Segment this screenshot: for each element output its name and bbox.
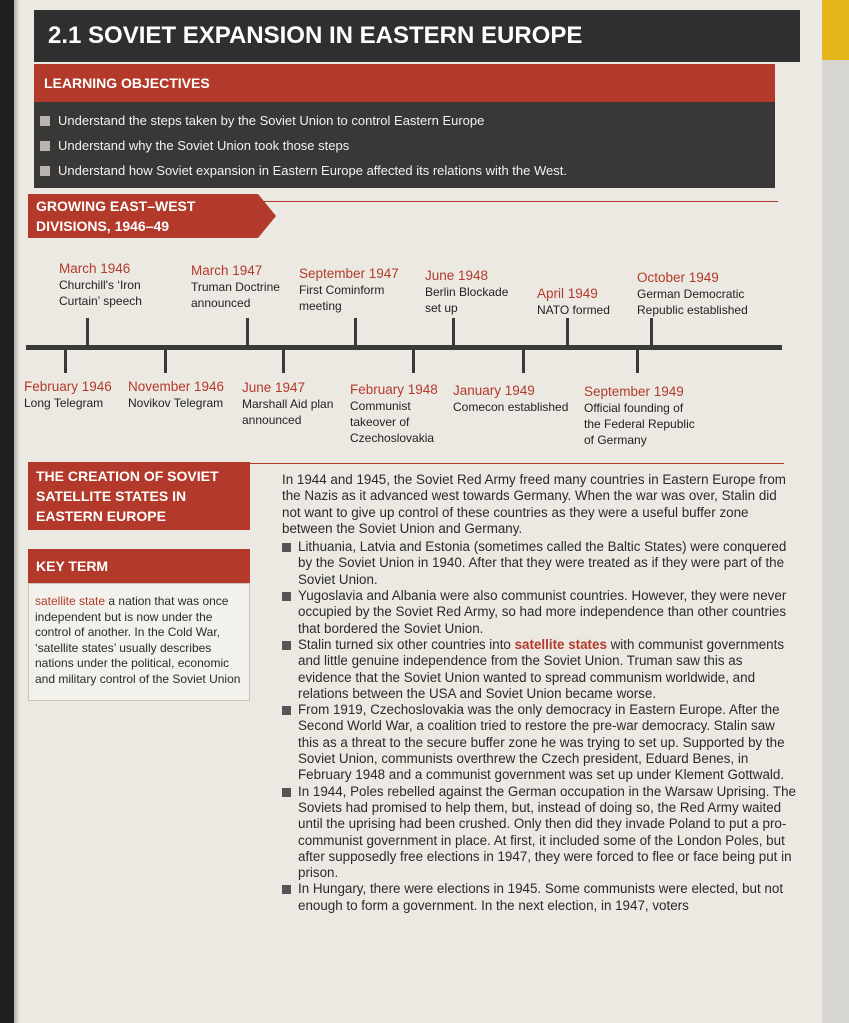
timeline-tick <box>412 349 415 373</box>
square-bullet-icon <box>282 788 291 797</box>
learning-objectives-header: LEARNING OBJECTIVES <box>34 64 775 102</box>
satellite-section-title: THE CREATION OF SOVIET SATELLITE STATES IN EASTERN EUROPE <box>28 462 250 530</box>
page-title: 2.1 SOVIET EXPANSION IN EASTERN EUROPE <box>34 10 800 62</box>
main-text <box>282 472 797 914</box>
square-bullet-icon <box>282 592 291 601</box>
list-item: In 1944, Poles rebelled against the German occupation in the Warsaw Uprising. The Soviets had promised to help them, but, instead of doing so, the Red Army waited until the uprising had been crushed. Only then did they invade Poland to put a pro-communist government in place. At first, it included some of the London Poles, but after supposedly free elections in 1947, they were forced to flee or face being put in prison. <box>282 784 797 882</box>
square-bullet-icon <box>40 141 50 151</box>
timeline-tick <box>566 318 569 346</box>
timeline-event: February 1946 Long Telegram <box>24 379 112 410</box>
timeline-event: March 1947 Truman Doctrine announced <box>191 263 280 310</box>
timeline-event: March 1946 Churchill's ‘Iron Curtain’ speech <box>59 261 142 308</box>
timeline-tick <box>64 349 67 373</box>
intro-paragraph: In 1944 and 1945, the Soviet Red Army freed many countries in Eastern Europe from the Nazis as it advanced west towards Germany. When the war was over, Stalin did not want to give up control of these countries as they were a useful buffer zone between the Soviet Union and Germany. <box>282 472 786 536</box>
objective-item: Understand how Soviet expansion in Eastern Europe affected its relations with the West. <box>40 158 775 183</box>
timeline-tick <box>636 349 639 373</box>
divider <box>250 463 784 464</box>
square-bullet-icon <box>40 166 50 176</box>
timeline-tick <box>246 318 249 346</box>
timeline-tick <box>650 318 653 346</box>
timeline-event: November 1946 Novikov Telegram <box>128 379 225 410</box>
timeline-axis <box>26 345 782 350</box>
timeline-tick <box>354 318 357 346</box>
learning-objectives-list <box>34 102 775 188</box>
timeline-event: June 1948 Berlin Blockade set up <box>425 268 509 315</box>
timeline-event: June 1947 Marshall Aid plan announced <box>242 380 334 427</box>
square-bullet-icon <box>282 885 291 894</box>
satellite-states-term: satellite states <box>514 636 607 652</box>
timeline-title: GROWING EAST–WEST DIVISIONS, 1946–49 <box>28 194 258 238</box>
page-shadow <box>14 0 20 1023</box>
objective-item: Understand why the Soviet Union took those steps <box>40 133 775 158</box>
square-bullet-icon <box>40 116 50 126</box>
list-item: In Hungary, there were elections in 1945. Some communists were elected, but not enough to form a government. In the next election, in 1947, voters <box>282 881 797 914</box>
timeline-tick <box>282 349 285 373</box>
timeline-event: April 1949 NATO formed <box>537 286 610 317</box>
square-bullet-icon <box>282 543 291 552</box>
timeline-event: January 1949 Comecon established <box>453 383 569 414</box>
timeline-tick <box>452 318 455 346</box>
square-bullet-icon <box>282 641 291 650</box>
bullet-list <box>282 539 797 914</box>
list-item: From 1919, Czechoslovakia was the only democracy in Eastern Europe. After the Second World War, a coalition tried to restore the pre-war democracy. Stalin saw this as a threat to the secure buffer zone he was trying to set up. Supported by the Soviet Union, communists overthrew the Czech president, Eduard Benes, in February 1948 and a communist government was set up under Klement Gottwald. <box>282 702 797 783</box>
divider <box>258 201 778 202</box>
timeline-tick <box>164 349 167 373</box>
key-term-word: satellite state <box>35 594 106 608</box>
timeline-event: October 1949 German Democratic Republic established <box>637 270 748 317</box>
timeline-event: September 1947 First Cominform meeting <box>299 266 399 313</box>
timeline-tick <box>86 318 89 346</box>
timeline-tick <box>522 349 525 373</box>
key-term-box <box>28 583 250 701</box>
timeline-event: September 1949 Official founding of the Federal Republic of Germany <box>584 384 695 447</box>
square-bullet-icon <box>282 706 291 715</box>
key-term-header: KEY TERM <box>28 549 250 583</box>
objective-item: Understand the steps taken by the Soviet Union to control Eastern Europe <box>40 108 775 133</box>
key-term-definition: a nation that was once independent but is now under the control of another. In the Cold War, ‘satellite states’ usually describes nations under the political, economic and military control of the Soviet Union <box>35 594 241 686</box>
list-item: Stalin turned six other countries into satellite states with communist governments and little genuine independence from the Soviet Union. Truman saw this as evidence that the Soviet Union wanted to spread communism worldwide, and relations between the USA and Soviet Union became worse. <box>282 637 797 702</box>
list-item: Lithuania, Latvia and Estonia (sometimes called the Baltic States) were conquered by the Soviet Union in 1940. After that they were treated as if they were part of the Soviet Union. <box>282 539 797 588</box>
list-item: Yugoslavia and Albania were also communist countries. However, they were never occupied by the Soviet Red Army, so had more independence than other countries that bordered the Soviet Union. <box>282 588 797 637</box>
timeline-event: February 1948 Communist takeover of Czechoslovakia <box>350 382 438 445</box>
